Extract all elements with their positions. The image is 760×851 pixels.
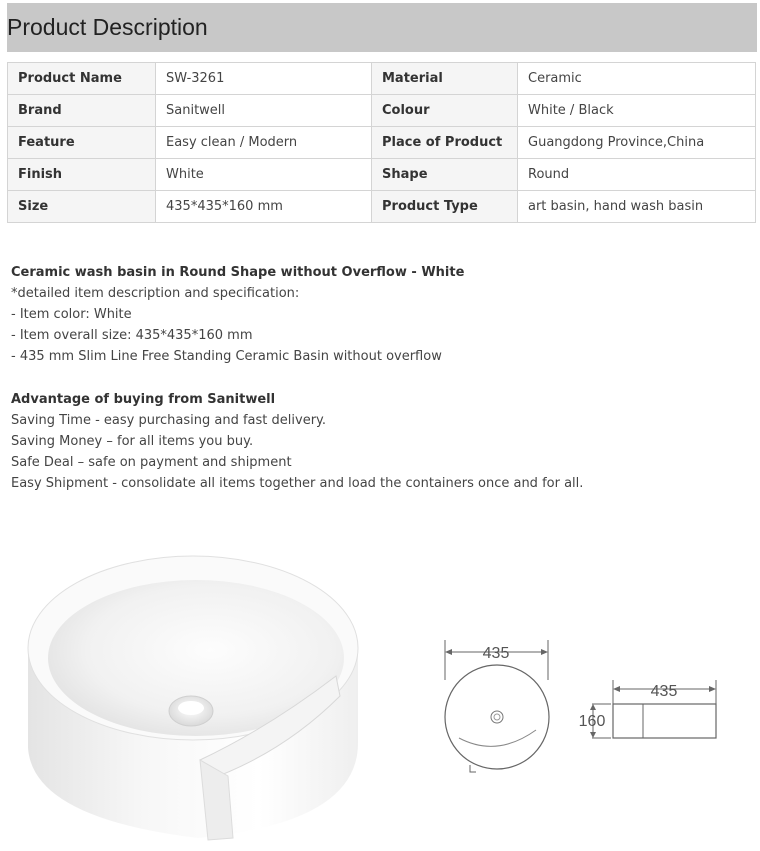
spec-key: Size xyxy=(8,191,156,223)
spec-value: Sanitwell xyxy=(156,95,372,127)
spec-key: Product Name xyxy=(8,63,156,95)
description-line: *detailed item description and specification: xyxy=(11,286,300,301)
section-header xyxy=(7,3,757,52)
advantages-heading: Advantage of buying from Sanitwell xyxy=(11,392,276,407)
spec-key: Product Type xyxy=(372,191,518,223)
spec-value: White / Black xyxy=(518,95,756,127)
spec-value: Ceramic xyxy=(518,63,756,95)
table-row xyxy=(8,159,756,191)
table-row xyxy=(8,191,756,223)
advantage-line: Saving Time - easy purchasing and fast delivery. xyxy=(11,413,327,428)
section-title: Product Description xyxy=(7,14,208,40)
spec-value: Round xyxy=(518,159,756,191)
table-row xyxy=(8,63,756,95)
spec-key: Brand xyxy=(8,95,156,127)
spec-key: Feature xyxy=(8,127,156,159)
basin-photo xyxy=(18,548,378,848)
description-line: - Item color: White xyxy=(11,307,132,322)
spec-key: Colour xyxy=(372,95,518,127)
spec-value: art basin, hand wash basin xyxy=(518,191,756,223)
advantage-line: Easy Shipment - consolidate all items together and load the containers once and for all. xyxy=(11,476,584,491)
side-width-label: 435 xyxy=(650,683,678,700)
description-line: - 435 mm Slim Line Free Standing Ceramic Basin without overflow xyxy=(11,349,442,364)
spec-value: 435*435*160 mm xyxy=(156,191,372,223)
advantage-line: Safe Deal – safe on payment and shipment xyxy=(11,455,292,470)
spec-value: Easy clean / Modern xyxy=(156,127,372,159)
spec-value: SW-3261 xyxy=(156,63,372,95)
table-row xyxy=(8,95,756,127)
description-line: - Item overall size: 435*435*160 mm xyxy=(11,328,253,343)
spec-key: Material xyxy=(372,63,518,95)
top-width-label: 435 xyxy=(482,645,510,662)
spec-key: Finish xyxy=(8,159,156,191)
spec-table xyxy=(7,62,756,223)
spec-value: Guangdong Province,China xyxy=(518,127,756,159)
spec-key: Place of Product xyxy=(372,127,518,159)
spec-value: White xyxy=(156,159,372,191)
table-row xyxy=(8,127,756,159)
description-heading: Ceramic wash basin in Round Shape without Overflow - White xyxy=(11,265,465,280)
side-height-label: 160 xyxy=(578,713,606,730)
description-block xyxy=(11,262,751,494)
advantage-line: Saving Money – for all items you buy. xyxy=(11,434,254,449)
spec-key: Shape xyxy=(372,159,518,191)
dimension-drawing xyxy=(430,630,730,780)
